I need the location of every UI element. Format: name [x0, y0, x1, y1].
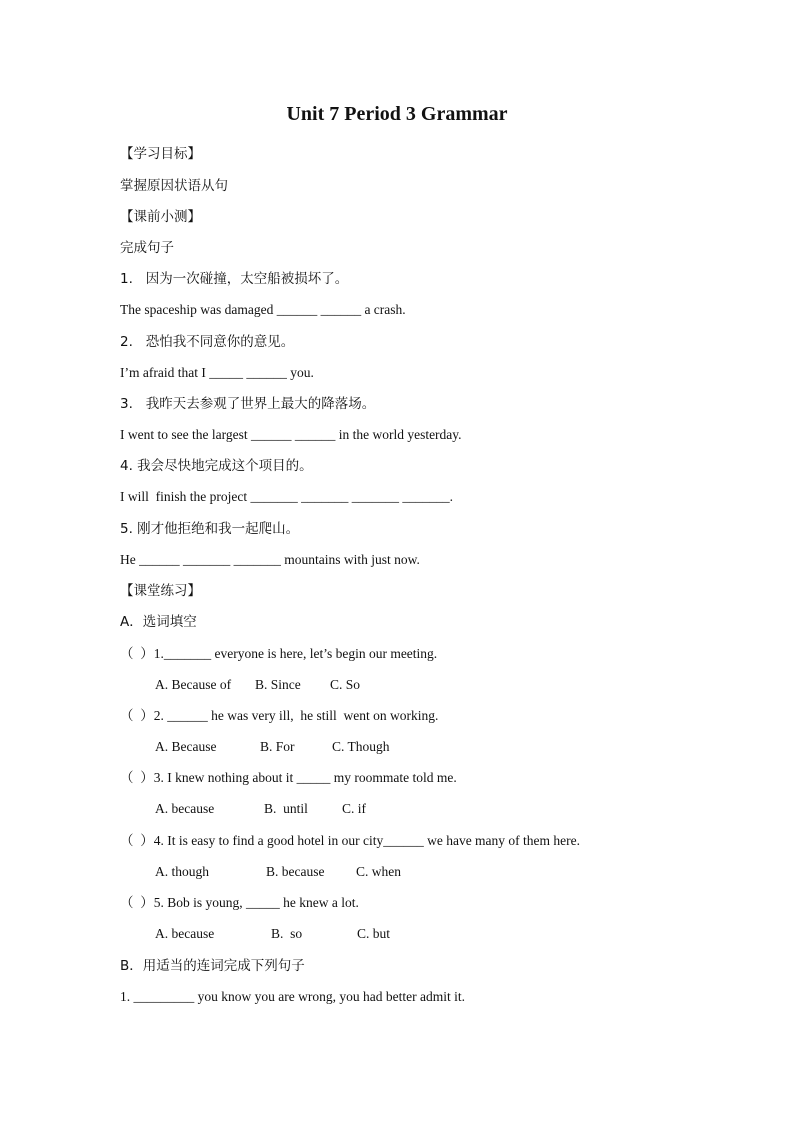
part-a-q5-option-b: B. so — [271, 926, 303, 941]
part-a-question-2: （ ）2. ______ he was very ill, he still went on working. — [120, 708, 439, 723]
pretest-item-5-en: He ______ _______ _______ mountains with just now. — [120, 552, 420, 567]
page-title: Unit 7 Period 3 Grammar — [286, 103, 508, 125]
part-a-q1-option-a: A. Because of — [155, 677, 232, 692]
pretest-item-2-cn: 2. 恐怕我不同意你的意见。 — [120, 334, 295, 350]
pretest-instruction: 完成句子 — [120, 240, 174, 256]
pretest-item-4-en: I will finish the project _______ _______ _______ _______. — [120, 489, 453, 504]
part-b-question-1: 1. _________ you know you are wrong, you had better admit it. — [120, 989, 465, 1004]
pretest-item-1-en: The spaceship was damaged ______ ______ a crash. — [120, 302, 406, 317]
part-a-q1-option-c: C. So — [330, 677, 361, 692]
goals-heading: 【学习目标】 — [120, 146, 201, 162]
part-a-q4-option-c: C. when — [356, 864, 401, 879]
part-a-question-5: （ ）5. Bob is young, _____ he knew a lot. — [120, 895, 359, 910]
pretest-item-3-cn: 3. 我昨天去参观了世界上最大的降落场。 — [120, 396, 376, 412]
part-a-q5-option-c: C. but — [357, 926, 391, 941]
part-b-heading: B．用适当的连词完成下列句子 — [120, 958, 305, 974]
part-a-q4-option-a: A. though — [155, 864, 209, 879]
pretest-item-2-en: I’m afraid that I _____ ______ you. — [120, 365, 314, 380]
pretest-item-3-en: I went to see the largest ______ ______ in the world yesterday. — [120, 427, 462, 442]
part-a-q2-option-c: C. Though — [332, 739, 390, 754]
part-a-q3-option-a: A. because — [155, 801, 215, 816]
pretest-heading: 【课前小测】 — [120, 209, 201, 225]
part-a-question-4: （ ）4. It is easy to find a good hotel in our city______ we have many of them here. — [120, 833, 581, 848]
part-a-q4-option-b: B. because — [266, 864, 325, 879]
part-a-q3-option-c: C. if — [342, 801, 367, 816]
part-a-q2-option-a: A. Because — [155, 739, 217, 754]
practice-heading: 【课堂练习】 — [120, 583, 201, 599]
part-a-question-1: （ ）1._______ everyone is here, let’s begin our meeting. — [120, 646, 438, 661]
part-a-q2-option-b: B. For — [260, 739, 295, 754]
part-a-q3-option-b: B. until — [264, 801, 308, 816]
part-a-q1-option-b: B. Since — [255, 677, 301, 692]
pretest-item-1-cn: 1. 因为一次碰撞，太空船被损坏了。 — [120, 271, 349, 287]
part-a-question-3: （ ）3. I knew nothing about it _____ my roommate told me. — [120, 770, 457, 785]
part-a-heading: A．选词填空 — [120, 614, 197, 630]
pretest-item-5-cn: 5. 刚才他拒绝和我一起爬山。 — [120, 521, 300, 537]
goals-text: 掌握原因状语从句 — [120, 178, 228, 194]
pretest-item-4-cn: 4. 我会尽快地完成这个项目的。 — [120, 458, 313, 474]
part-a-q5-option-a: A. because — [155, 926, 215, 941]
